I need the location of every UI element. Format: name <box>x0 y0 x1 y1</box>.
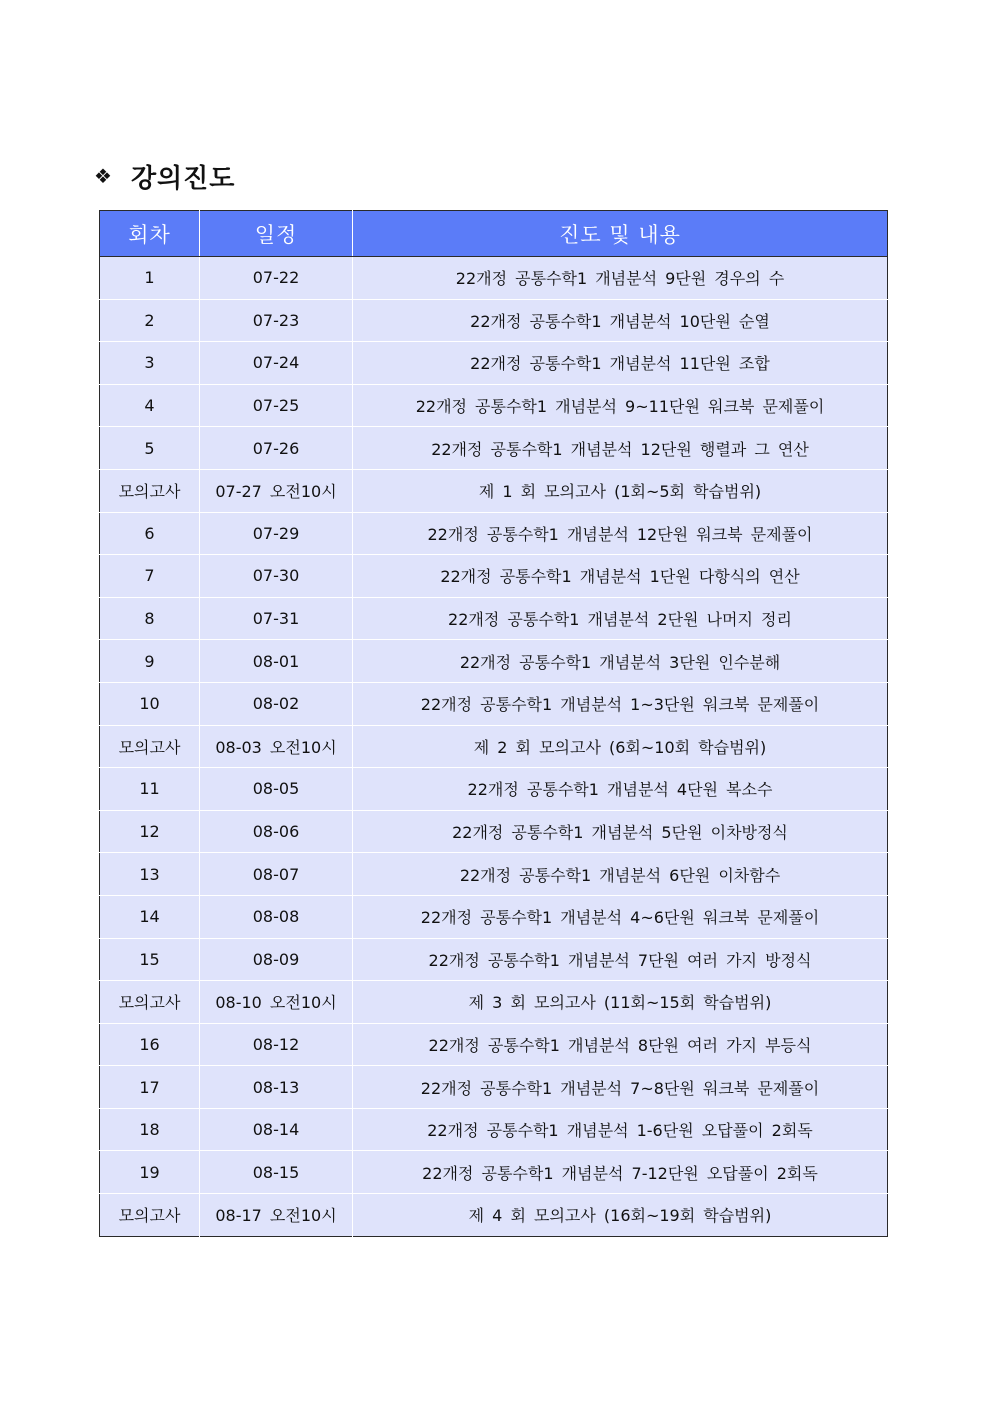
cell-session: 8 <box>100 597 200 640</box>
cell-content: 22개정 공통수학1 개념분석 11단원 조합 <box>353 342 888 385</box>
table-row <box>100 981 888 1024</box>
table-row <box>100 768 888 811</box>
cell-date: 08-02 <box>200 682 353 725</box>
table-row <box>100 1194 888 1237</box>
cell-content: 22개정 공통수학1 개념분석 8단원 여러 가지 부등식 <box>353 1023 888 1066</box>
table-row <box>100 299 888 342</box>
cell-content: 제 2 회 모의고사 (6회~10회 학습범위) <box>353 725 888 768</box>
cell-content: 22개정 공통수학1 개념분석 1단원 다항식의 연산 <box>353 555 888 598</box>
cell-content: 22개정 공통수학1 개념분석 12단원 행렬과 그 연산 <box>353 427 888 470</box>
table-row <box>100 810 888 853</box>
cell-date: 08-09 <box>200 938 353 981</box>
cell-content: 제 4 회 모의고사 (16회~19회 학습범위) <box>353 1194 888 1237</box>
header-session: 회차 <box>100 211 200 257</box>
cell-content: 22개정 공통수학1 개념분석 9~11단원 워크북 문제풀이 <box>353 384 888 427</box>
cell-session: 7 <box>100 555 200 598</box>
table-row <box>100 1151 888 1194</box>
cell-content: 22개정 공통수학1 개념분석 9단원 경우의 수 <box>353 257 888 300</box>
table-row <box>100 555 888 598</box>
header-schedule: 일정 <box>200 211 353 257</box>
table-row <box>100 257 888 300</box>
table-row <box>100 469 888 512</box>
cell-session: 1 <box>100 257 200 300</box>
cell-session: 16 <box>100 1023 200 1066</box>
cell-session: 모의고사 <box>100 981 200 1024</box>
cell-date: 07-31 <box>200 597 353 640</box>
cell-date: 07-22 <box>200 257 353 300</box>
cell-content: 22개정 공통수학1 개념분석 1~3단원 워크북 문제풀이 <box>353 682 888 725</box>
table-header-row <box>100 211 888 257</box>
table-row <box>100 427 888 470</box>
table-row <box>100 1066 888 1109</box>
table-row <box>100 512 888 555</box>
cell-session: 3 <box>100 342 200 385</box>
lecture-schedule-table <box>99 210 888 1237</box>
cell-session: 4 <box>100 384 200 427</box>
cell-date: 07-25 <box>200 384 353 427</box>
cell-date: 08-08 <box>200 895 353 938</box>
table-body <box>100 257 888 1237</box>
cell-session: 11 <box>100 768 200 811</box>
cell-date: 08-12 <box>200 1023 353 1066</box>
cell-date: 07-27 오전10시 <box>200 469 353 512</box>
table-row <box>100 640 888 683</box>
cell-date: 08-05 <box>200 768 353 811</box>
cell-content: 22개정 공통수학1 개념분석 4~6단원 워크북 문제풀이 <box>353 895 888 938</box>
cell-date: 08-13 <box>200 1066 353 1109</box>
cell-session: 5 <box>100 427 200 470</box>
cell-date: 08-15 <box>200 1151 353 1194</box>
cell-date: 08-03 오전10시 <box>200 725 353 768</box>
cell-session: 6 <box>100 512 200 555</box>
table-row <box>100 342 888 385</box>
cell-session: 15 <box>100 938 200 981</box>
cell-session: 14 <box>100 895 200 938</box>
cell-date: 08-07 <box>200 853 353 896</box>
table-row <box>100 597 888 640</box>
cell-content: 22개정 공통수학1 개념분석 6단원 이차함수 <box>353 853 888 896</box>
diamond-bullet-icon: ❖ <box>94 164 113 188</box>
cell-content: 22개정 공통수학1 개념분석 1-6단원 오답풀이 2회독 <box>353 1108 888 1151</box>
cell-session: 10 <box>100 682 200 725</box>
table-row <box>100 1108 888 1151</box>
cell-session: 2 <box>100 299 200 342</box>
cell-session: 모의고사 <box>100 469 200 512</box>
table-row <box>100 1023 888 1066</box>
cell-content: 22개정 공통수학1 개념분석 5단원 이차방정식 <box>353 810 888 853</box>
cell-content: 제 1 회 모의고사 (1회~5회 학습범위) <box>353 469 888 512</box>
section-heading <box>94 158 235 194</box>
section-title: 강의진도 <box>130 163 236 194</box>
cell-content: 22개정 공통수학1 개념분석 10단원 순열 <box>353 299 888 342</box>
table-row <box>100 682 888 725</box>
cell-content: 22개정 공통수학1 개념분석 3단원 인수분해 <box>353 640 888 683</box>
cell-date: 07-23 <box>200 299 353 342</box>
cell-content: 22개정 공통수학1 개념분석 7-12단원 오답풀이 2회독 <box>353 1151 888 1194</box>
cell-date: 07-30 <box>200 555 353 598</box>
cell-session: 모의고사 <box>100 1194 200 1237</box>
cell-date: 07-24 <box>200 342 353 385</box>
cell-session: 12 <box>100 810 200 853</box>
cell-content: 22개정 공통수학1 개념분석 7~8단원 워크북 문제풀이 <box>353 1066 888 1109</box>
table-row <box>100 384 888 427</box>
cell-content: 22개정 공통수학1 개념분석 4단원 복소수 <box>353 768 888 811</box>
table-row <box>100 853 888 896</box>
cell-date: 08-14 <box>200 1108 353 1151</box>
table-row <box>100 938 888 981</box>
cell-content: 22개정 공통수학1 개념분석 7단원 여러 가지 방정식 <box>353 938 888 981</box>
cell-session: 19 <box>100 1151 200 1194</box>
cell-date: 07-29 <box>200 512 353 555</box>
cell-session: 9 <box>100 640 200 683</box>
cell-date: 07-26 <box>200 427 353 470</box>
cell-content: 제 3 회 모의고사 (11회~15회 학습범위) <box>353 981 888 1024</box>
cell-date: 08-01 <box>200 640 353 683</box>
cell-session: 17 <box>100 1066 200 1109</box>
cell-session: 모의고사 <box>100 725 200 768</box>
cell-date: 08-17 오전10시 <box>200 1194 353 1237</box>
cell-content: 22개정 공통수학1 개념분석 12단원 워크북 문제풀이 <box>353 512 888 555</box>
cell-content: 22개정 공통수학1 개념분석 2단원 나머지 정리 <box>353 597 888 640</box>
table-row <box>100 725 888 768</box>
cell-session: 13 <box>100 853 200 896</box>
cell-date: 08-06 <box>200 810 353 853</box>
table-row <box>100 895 888 938</box>
header-content: 진도 및 내용 <box>353 211 888 257</box>
cell-date: 08-10 오전10시 <box>200 981 353 1024</box>
cell-session: 18 <box>100 1108 200 1151</box>
